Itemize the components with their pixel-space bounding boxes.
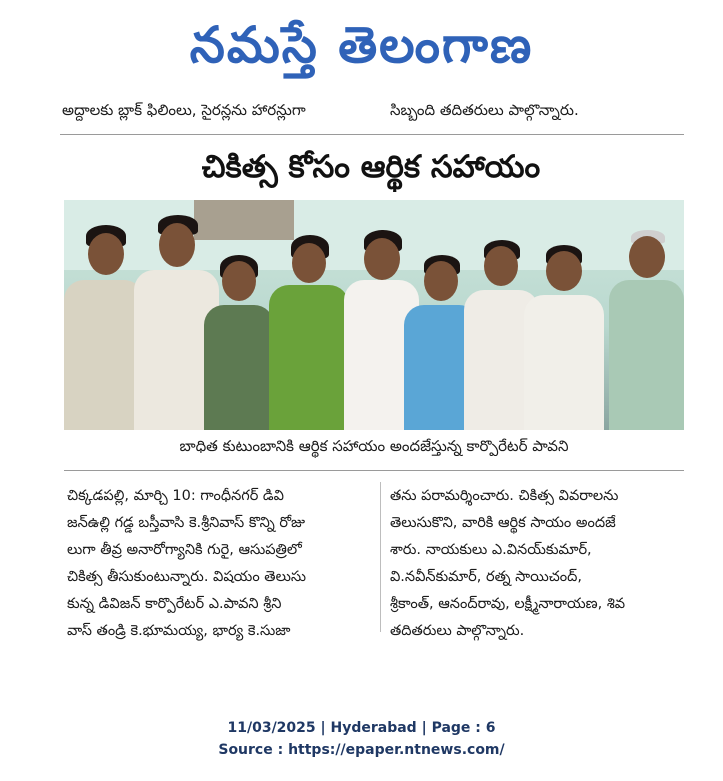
caption-divider (64, 470, 684, 471)
carryover-text-left: అద్దాలకు బ్లాక్ ఫిలింలు, సైరన్లను హారన్లుగా (62, 101, 306, 119)
body-line: వి.నవీన్‌కుమార్, రత్న సాయిచంద్, (390, 569, 582, 585)
body-line: కున్న డివిజన్ కార్పొరేటర్ ఎ.పావని శ్రీని (67, 596, 282, 612)
photo-caption: బాధిత కుటుంబానికి ఆర్థిక సహాయం అందజేస్తున్న కార్పొరేటర్ పావని (179, 437, 569, 455)
photo-person (204, 255, 274, 430)
body-line: జన్‌ఉల్లి గడ్డ బస్తీవాసి కె.శ్రీనివాస్ కొన్ని రోజు (67, 515, 306, 531)
body-line: చిక్కడపల్లి, మార్చి 10: గాంధీనగర్ డివి (67, 488, 284, 504)
carryover-text-right: సిబ్బంది తదితరులు పాల్గొన్నారు. (390, 101, 579, 119)
newspaper-masthead: నమస్తే తెలంగాణ (189, 16, 534, 74)
body-line: శారు. నాయకులు ఎ.వినయ్‌కుమార్, (390, 542, 592, 558)
article-body-left-column (67, 483, 371, 645)
article-photo (64, 200, 684, 430)
body-line: వాస్ తండ్రి కె.భూమయ్య, భార్య కె.సుజా (67, 623, 291, 639)
body-line: తెలుసుకొని, వారికి ఆర్థిక సాయం అందజే (390, 515, 616, 531)
article-body-right-column (390, 483, 682, 645)
photo-person (524, 245, 604, 430)
photo-person (609, 230, 684, 430)
body-line: చికిత్స తీసుకుంటున్నారు. విషయం తెలుసు (67, 569, 307, 585)
body-line: తదితరులు పాల్గొన్నారు. (390, 623, 525, 639)
section-divider (60, 134, 684, 135)
column-divider (380, 482, 381, 632)
photo-person (64, 225, 144, 430)
footer-source: Source : https://epaper.ntnews.com/ (218, 742, 505, 758)
photo-person (269, 235, 349, 430)
body-line: శ్రీకాంత్, ఆనంద్‌రావు, లక్ష్మీనారాయణ, శివ (390, 596, 626, 612)
footer-dateline: 11/03/2025 | Hyderabad | Page : 6 (227, 720, 496, 736)
article-headline: చికిత్స కోసం ఆర్థిక సహాయం (201, 149, 541, 185)
body-line: లుగా తీవ్ర అనారోగ్యానికి గురై, ఆసుపత్రిలో (67, 542, 302, 558)
body-line: తను పరామర్శించారు. చికిత్స వివరాలను (390, 488, 619, 504)
